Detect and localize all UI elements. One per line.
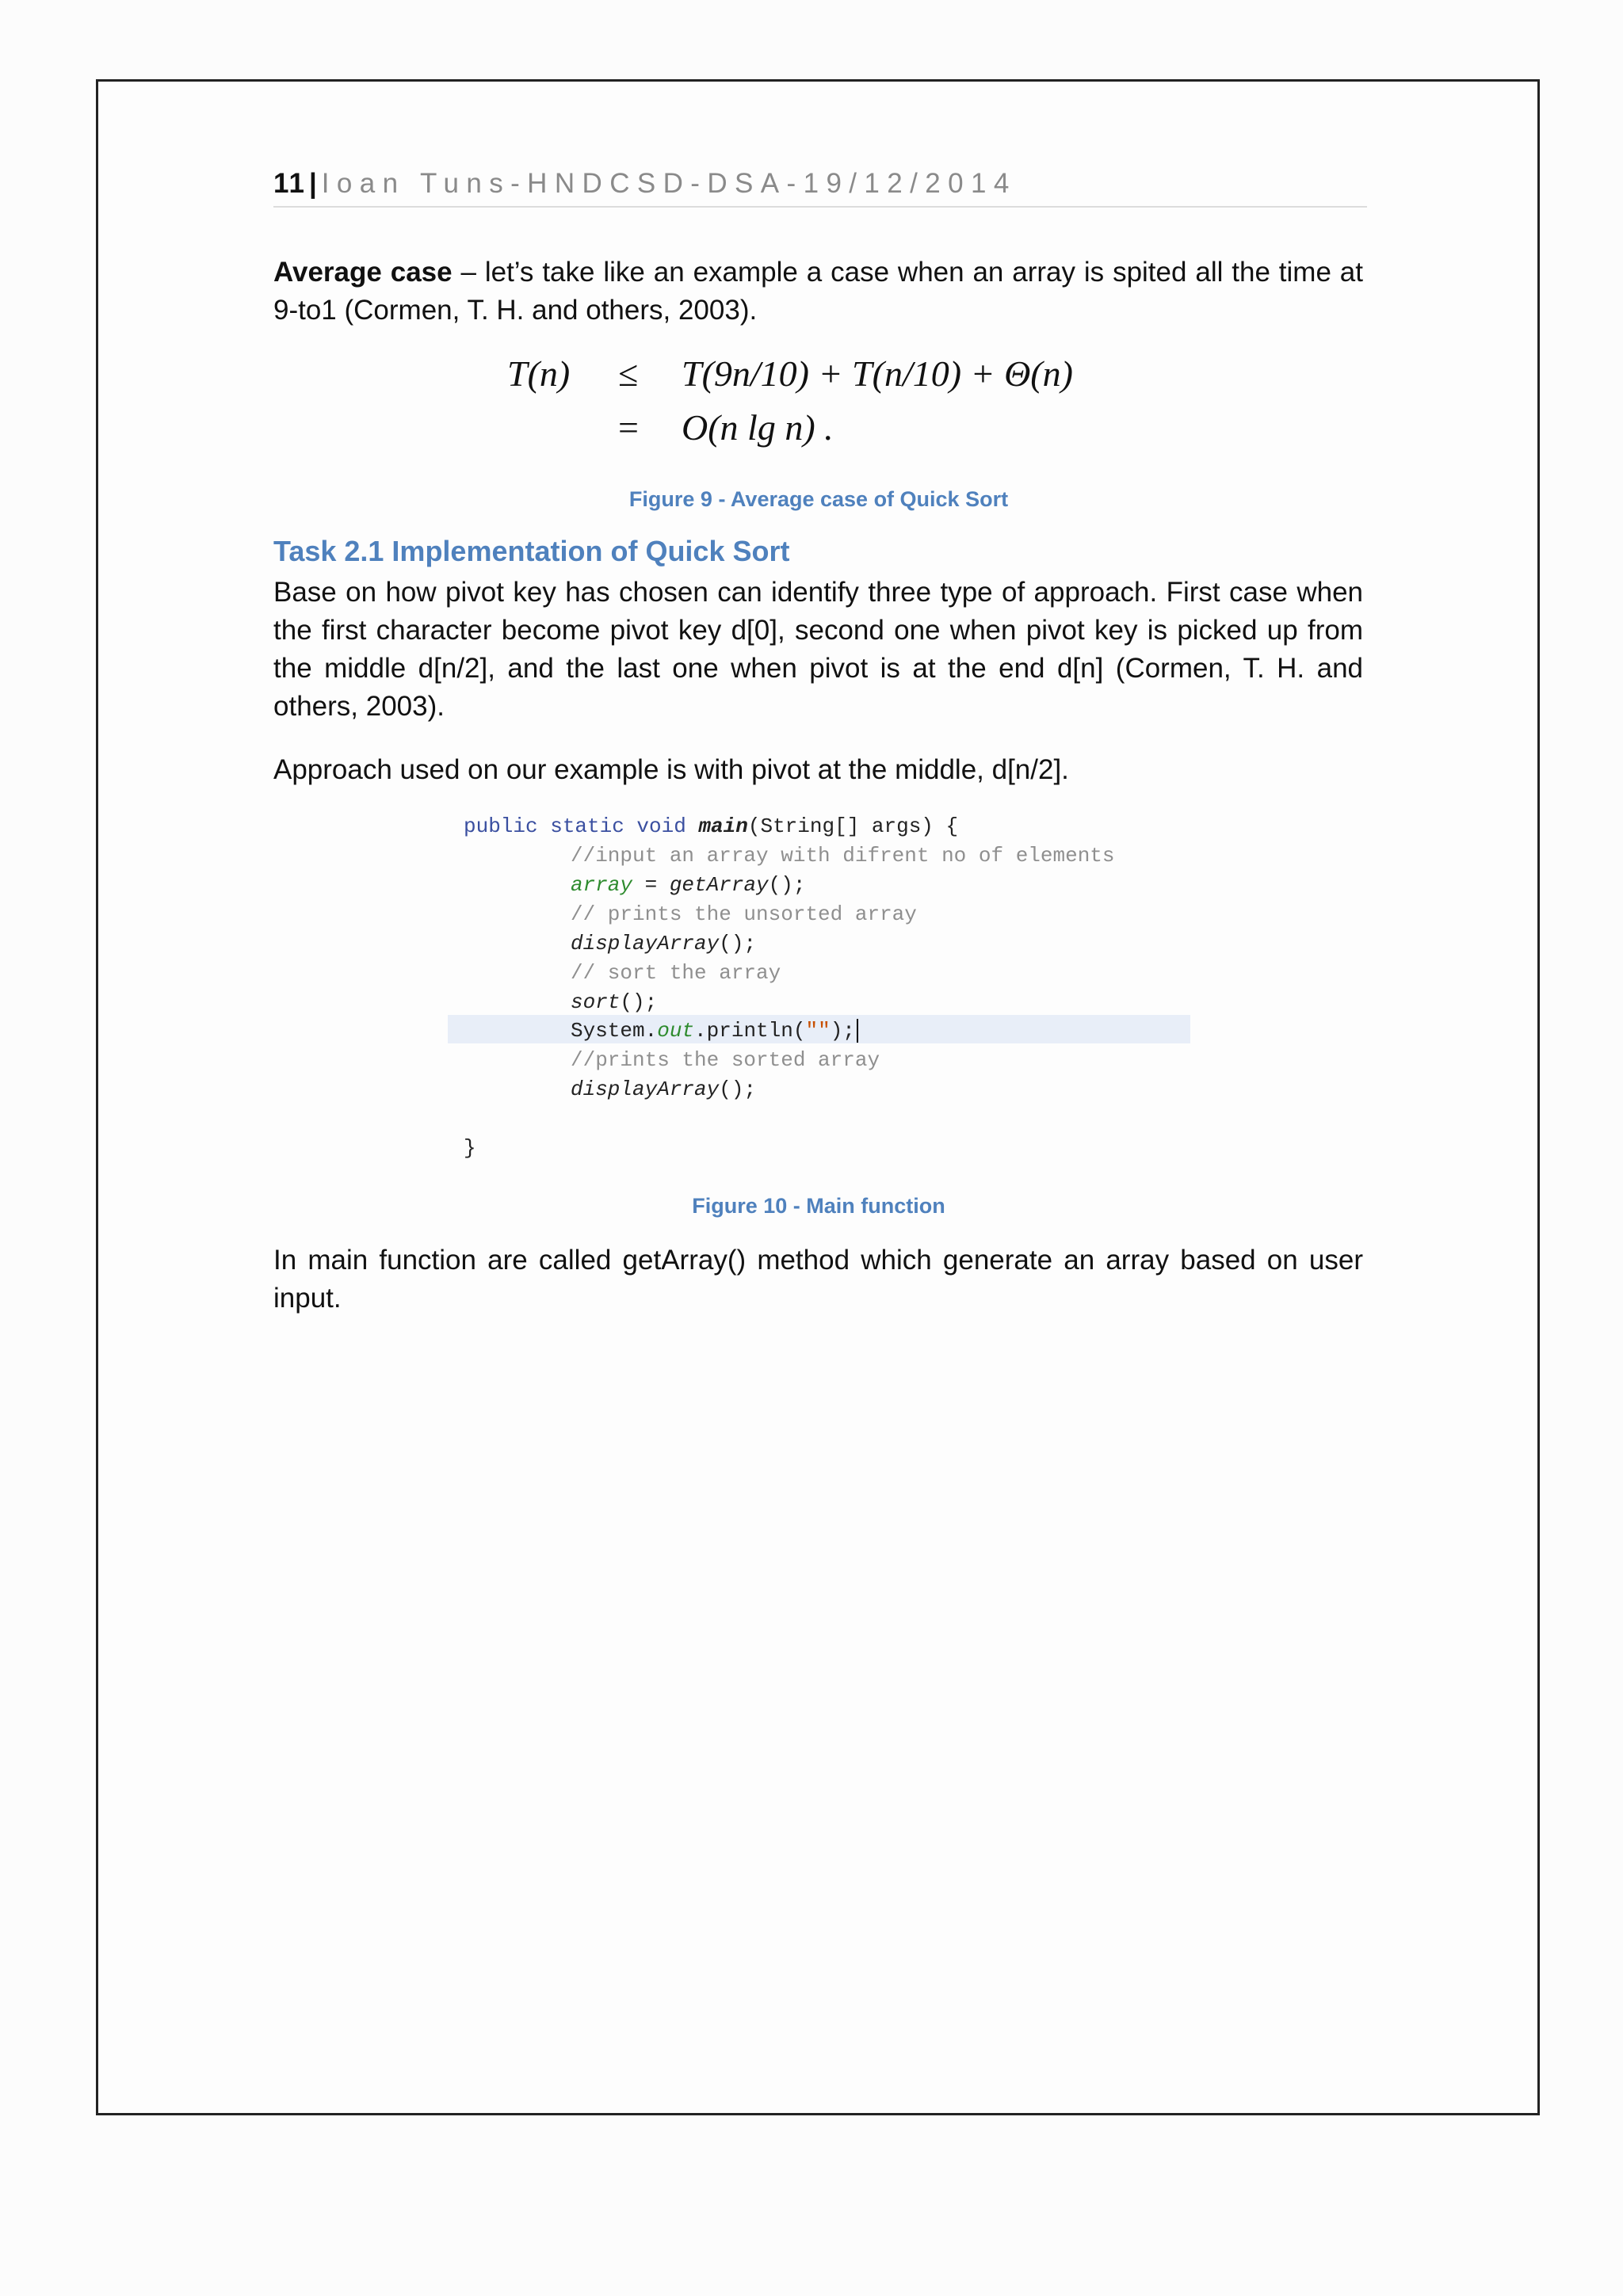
code-line-3: array = getArray(); bbox=[571, 873, 806, 897]
code-line-11: } bbox=[464, 1136, 476, 1160]
main-function-text: In main function are called getArray() method which generate an array based on user input. bbox=[273, 1245, 1363, 1314]
running-title: Ioan Tuns-HNDCSD-DSA-19/12/2014 bbox=[321, 168, 1017, 199]
formula-relation-1: ≤ bbox=[618, 353, 639, 394]
example-text: Approach used on our example is with pivot at the middle, d[n/2]. bbox=[273, 754, 1069, 785]
code-line-7: sort(); bbox=[571, 990, 658, 1014]
header-separator: | bbox=[309, 168, 317, 199]
code-line-8: System.out.println(""); bbox=[571, 1019, 858, 1043]
running-header bbox=[273, 168, 1367, 208]
code-screenshot bbox=[448, 807, 1193, 1163]
code-line-6: // sort the array bbox=[571, 961, 781, 985]
code-line-9: //prints the sorted array bbox=[571, 1048, 880, 1072]
page-number: 11 bbox=[273, 168, 306, 199]
code-line-2: //input an array with difrent no of elements bbox=[571, 844, 1115, 868]
formula-rhs-1: T(9n/10) + T(n/10) + Θ(n) bbox=[682, 353, 1073, 394]
section-heading: Task 2.1 Implementation of Quick Sort bbox=[273, 535, 790, 567]
average-case-term: Average case bbox=[273, 257, 453, 288]
approaches-paragraph bbox=[273, 574, 1363, 726]
code-line-5: displayArray(); bbox=[571, 932, 757, 955]
code-line-1: public static void main(String[] args) { bbox=[464, 814, 959, 838]
average-case-paragraph bbox=[273, 254, 1363, 330]
example-paragraph bbox=[273, 751, 1363, 789]
formula-lhs: T(n) bbox=[507, 353, 571, 394]
text-caret bbox=[857, 1019, 858, 1043]
formula-rhs-2: O(n lg n) . bbox=[682, 407, 834, 448]
code-line-4: // prints the unsorted array bbox=[571, 902, 917, 926]
figure-9-caption: Figure 9 - Average case of Quick Sort bbox=[628, 487, 1009, 511]
code-line-10: displayArray(); bbox=[571, 1077, 757, 1101]
approaches-text: Base on how pivot key has chosen can identify three type of approach. First case when the first character become pivot key d[0], second one when pivot key is picked up from the middle d[n/2], and the last one when pivot is at the end d[n] (Cormen, T. H. and others, 2003). bbox=[273, 577, 1363, 722]
average-case-text: – let’s take like an example a case when an array is spited all the time at 9-to1 (Cormen, T. H. and others, 2003). bbox=[273, 257, 1363, 326]
formula-relation-2: = bbox=[618, 407, 639, 448]
figure-10-caption: Figure 10 - Main function bbox=[692, 1194, 945, 1218]
main-function-paragraph bbox=[273, 1241, 1363, 1318]
